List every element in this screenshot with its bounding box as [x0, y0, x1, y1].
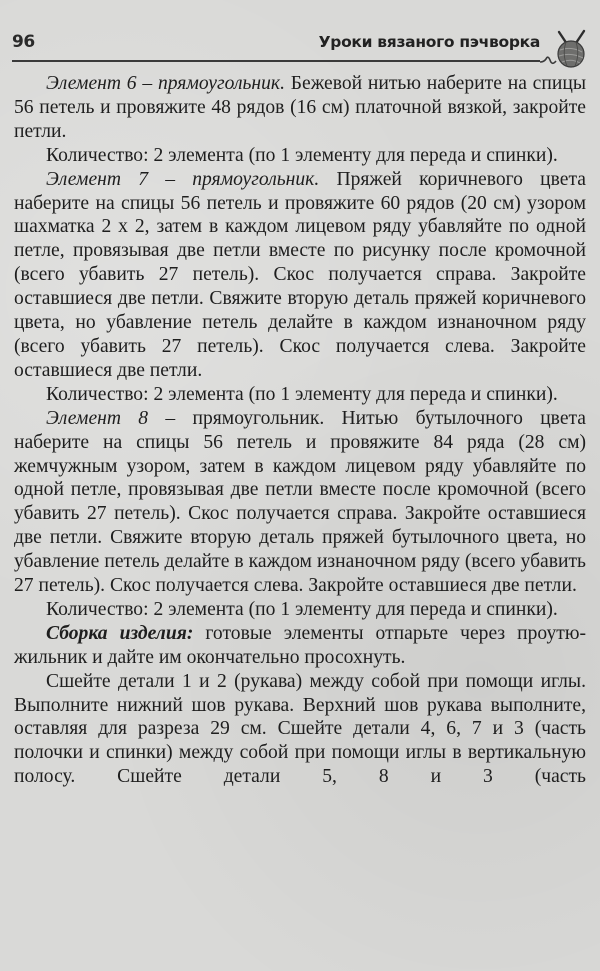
paragraph-text: Сшейте детали 1 и 2 (рукава) между собой при помощи иглы. Выполните нижний шов рукава. Верхний шов рукава выполните, оставляя для разреза 29 см. Сшейте детали 4, 6, 7 и 3 (часть полочки и спинки) между собой при помощи иглы в вертикальную полосу. Сшейте детали 5, 8 и 3 (часть — [14, 670, 586, 788]
yarn-ball-with-needles-icon — [540, 28, 594, 70]
paragraph-quantity-8 — [14, 598, 586, 622]
paragraph-quantity-6 — [14, 144, 586, 168]
paragraph-text: Количество: 2 элемента (по 1 элементу для переда и спинки). — [46, 383, 558, 405]
paragraph-element-6 — [14, 72, 586, 144]
book-title: Уроки вязаного пэчворка — [318, 33, 540, 51]
running-header — [12, 30, 540, 62]
paragraph-sewing — [14, 670, 586, 790]
paragraph-text: Количество: 2 элемента (по 1 элементу для переда и спинки). — [46, 598, 558, 620]
paragraph-element-7 — [14, 168, 586, 383]
paragraph-lead: Сборка изделия: — [46, 622, 194, 644]
paragraph-text: – прямоугольник. Нитью бутылочного цвета наберите на спицы 56 петель и провяжите 84 ряда (28 см) жемчужным узором, затем в каждом лицевом ряду убавляйте по одной петле, провязывая две петли вместе после кромочной (всего убавить 27 петель). Скос получается справа. Закройте оставшиеся две петли. Свяжите вторую деталь пряжей бутылочного цвета, но убавление петель делайте в каждом изнаночном ряду (всего убавить 27 петель). Скос получается слева. Закройте оставшиеся две петли. — [14, 407, 587, 597]
paragraph-quantity-7 — [14, 383, 586, 407]
paragraph-lead: Элемент 8 — [46, 407, 149, 429]
paragraph-element-8 — [14, 407, 586, 598]
paragraph-text: готовые элементы отпарьте через проутюжильник и дайте им окончательно просохнуть. — [14, 622, 586, 668]
paragraph-assembly — [14, 622, 586, 670]
page-number: 96 — [12, 32, 35, 52]
paragraph-text: Количество: 2 элемента (по 1 элементу для переда и спинки). — [46, 144, 558, 166]
body-text — [14, 72, 586, 789]
paragraph-lead: Элемент 6 – прямоугольник. — [46, 73, 285, 94]
paragraph-lead: Элемент 7 – прямоугольник. — [46, 168, 320, 190]
paragraph-text: Бежевой нитью наберите на спицы 56 петель и провяжите 48 рядов (16 см) платочной вязкой, закройте петли. — [14, 73, 586, 142]
paragraph-text: Пряжей коричневого цвета наберите на спицы 56 петель и провяжите 60 рядов (20 см) узором шахматка 2 х 2, затем в каждом лицевом ряду убавляйте по одной петле, провязывая две петли вместе по рисунку после кромочной (всего убавить 27 петель). Скос получается справа. Закройте оставшиеся две петли. Свяжите вторую деталь пряжей коричневого цвета, но убавление петель делайте в каждом изнаночном ряду (всего убавить 27 петель). Скос получается слева. Закройте оставшиеся две петли. — [14, 168, 586, 381]
